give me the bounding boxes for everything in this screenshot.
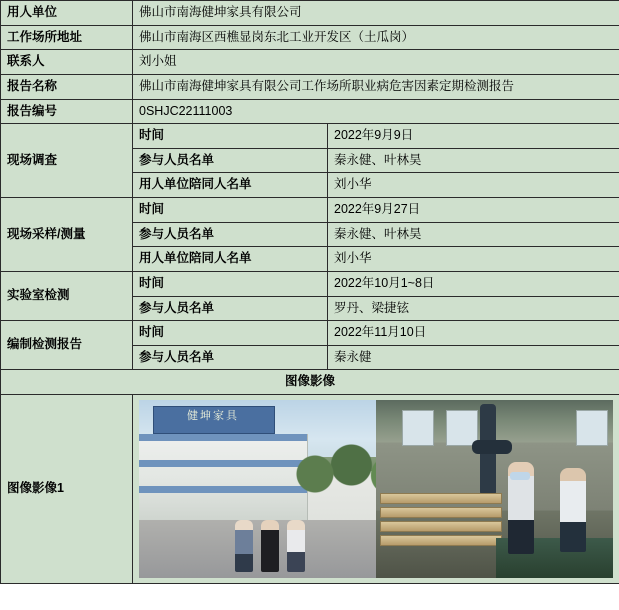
value-lab-test-time: 2022年10月1~8日 bbox=[328, 271, 619, 296]
sublabel-site-survey-time: 时间 bbox=[133, 124, 328, 149]
row-label-report-name: 报告名称 bbox=[1, 74, 133, 99]
table-row bbox=[1, 25, 619, 50]
image-gallery-cell bbox=[133, 395, 619, 584]
value-lab-test-participants: 罗丹、梁捷铉 bbox=[328, 296, 619, 321]
row-value-report-name: 佛山市南海健坤家具有限公司工作场所职业病危害因素定期检测报告 bbox=[133, 74, 619, 99]
group-label-report-drafting: 编制检测报告 bbox=[1, 321, 133, 370]
value-sampling-participants: 秦永健、叶林昊 bbox=[328, 222, 619, 247]
sublabel-lab-test-participants: 参与人员名单 bbox=[133, 296, 328, 321]
window-shape bbox=[576, 410, 608, 446]
value-site-survey-participants: 秦永健、叶林昊 bbox=[328, 148, 619, 173]
row-label-employer: 用人单位 bbox=[1, 1, 133, 26]
sublabel-sampling-escorts: 用人单位陪同人名单 bbox=[133, 247, 328, 272]
value-report-drafting-participants: 秦永健 bbox=[328, 345, 619, 370]
value-report-drafting-time: 2022年11月10日 bbox=[328, 321, 619, 346]
person-figure bbox=[235, 520, 253, 572]
sublabel-sampling-time: 时间 bbox=[133, 198, 328, 223]
road-shape bbox=[139, 520, 376, 578]
row-label-contact: 联系人 bbox=[1, 50, 133, 75]
table-row bbox=[1, 321, 619, 346]
group-label-sampling: 现场采样/测量 bbox=[1, 198, 133, 272]
sublabel-report-drafting-participants: 参与人员名单 bbox=[133, 345, 328, 370]
section-title-images: 图像影像 bbox=[1, 370, 619, 395]
sublabel-lab-test-time: 时间 bbox=[133, 271, 328, 296]
tree-shapes bbox=[289, 438, 376, 498]
value-site-survey-time: 2022年9月9日 bbox=[328, 124, 619, 149]
building-stripe bbox=[139, 460, 307, 467]
row-value-workplace-address: 佛山市南海区西樵显岗东北工业开发区（土瓜岗） bbox=[133, 25, 619, 50]
table-row bbox=[1, 370, 619, 395]
photo-factory-exterior bbox=[139, 400, 376, 578]
table-row bbox=[1, 271, 619, 296]
company-sign-text: 健坤家具 bbox=[187, 409, 239, 422]
lumber-stack bbox=[380, 507, 502, 518]
duct-shape bbox=[472, 440, 512, 454]
lumber-stack bbox=[380, 535, 502, 546]
group-label-lab-test: 实验室检测 bbox=[1, 271, 133, 320]
table-row bbox=[1, 74, 619, 99]
face-mask bbox=[510, 472, 530, 480]
building-shape bbox=[139, 434, 308, 520]
sublabel-site-survey-escorts: 用人单位陪同人名单 bbox=[133, 173, 328, 198]
worker-figure bbox=[560, 468, 586, 552]
photo-workshop-interior bbox=[376, 400, 613, 578]
value-sampling-time: 2022年9月27日 bbox=[328, 198, 619, 223]
table-row bbox=[1, 99, 619, 124]
sublabel-sampling-participants: 参与人员名单 bbox=[133, 222, 328, 247]
person-figure bbox=[287, 520, 305, 572]
row-label-workplace-address: 工作场所地址 bbox=[1, 25, 133, 50]
table-row bbox=[1, 198, 619, 223]
value-site-survey-escorts: 刘小华 bbox=[328, 173, 619, 198]
table-row bbox=[1, 1, 619, 26]
table-row bbox=[1, 124, 619, 149]
group-label-site-survey: 现场调查 bbox=[1, 124, 133, 198]
row-value-report-number: 0SHJC22111003 bbox=[133, 99, 619, 124]
table-row bbox=[1, 395, 619, 584]
lumber-stack bbox=[380, 493, 502, 504]
building-stripe bbox=[139, 434, 307, 441]
building-stripe bbox=[139, 486, 307, 493]
value-sampling-escorts: 刘小华 bbox=[328, 247, 619, 272]
sublabel-report-drafting-time: 时间 bbox=[133, 321, 328, 346]
row-value-employer: 佛山市南海健坤家具有限公司 bbox=[133, 1, 619, 26]
window-shape bbox=[402, 410, 434, 446]
lumber-stack bbox=[380, 521, 502, 532]
row-label-report-number: 报告编号 bbox=[1, 99, 133, 124]
photo-row bbox=[139, 400, 613, 578]
row-value-contact: 刘小姐 bbox=[133, 50, 619, 75]
sublabel-site-survey-participants: 参与人员名单 bbox=[133, 148, 328, 173]
image-caption: 图像影像1 bbox=[1, 395, 133, 584]
table-row bbox=[1, 50, 619, 75]
person-figure bbox=[261, 520, 279, 572]
